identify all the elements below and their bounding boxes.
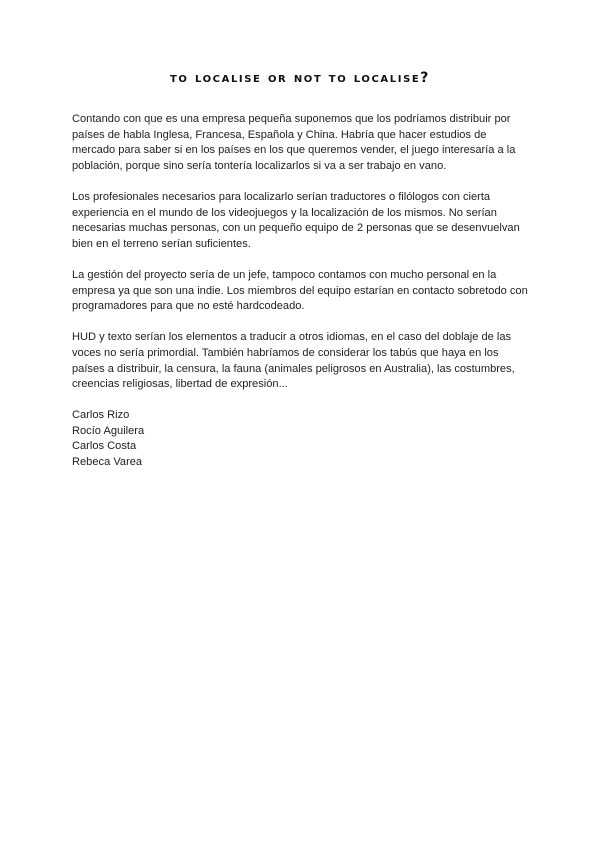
author-name: Rebeca Varea <box>72 456 143 469</box>
author-name: Carlos Rizo <box>72 409 130 422</box>
paragraph-markets: Contando con que es una empresa pequeña suponemos que los podríamos distribuir por países de habla Inglesa, Francesa, Española y China. Habría que hacer estudios de mercado para saber si en los países en los que queremos vender, el juego interesaría a la población, porque sino sería tontería localizarlos si va a ser trabajo en vano. <box>72 113 516 172</box>
paragraph-elements: HUD y texto serían los elementos a traducir a otros idiomas, en el caso del doblaje de las voces no sería primordial. También habríamos de considerar los tabús que haya en los países a distribuir, la censura, la fauna (animales peligrosos en Australia), las costumbres, creencias religiosas, libertad de expresión... <box>72 331 515 391</box>
author-name: Rocío Aguilera <box>72 424 145 437</box>
document-title: to localise or not to localise? <box>169 70 431 86</box>
paragraph-professionals: Los profesionales necesarios para localizarlo serían traductores o filólogos con cierta experiencia en el mundo de los videojuegos y la localización de los mismos. No serían necesarias muchas personas, con un pequeño equipo de 2 personas que se desenvuelvan bien en el terreno serían suficientes. <box>72 190 520 250</box>
author-list <box>72 408 528 470</box>
document-body <box>72 112 528 471</box>
author-name: Carlos Costa <box>72 440 137 453</box>
paragraph-management: La gestión del proyecto sería de un jefe, tampoco contamos con mucho personal en la empresa ya que son una indie. Los miembros del equipo estarían en contacto sobretodo con programadores para que no esté hardcodeado. <box>72 268 528 313</box>
